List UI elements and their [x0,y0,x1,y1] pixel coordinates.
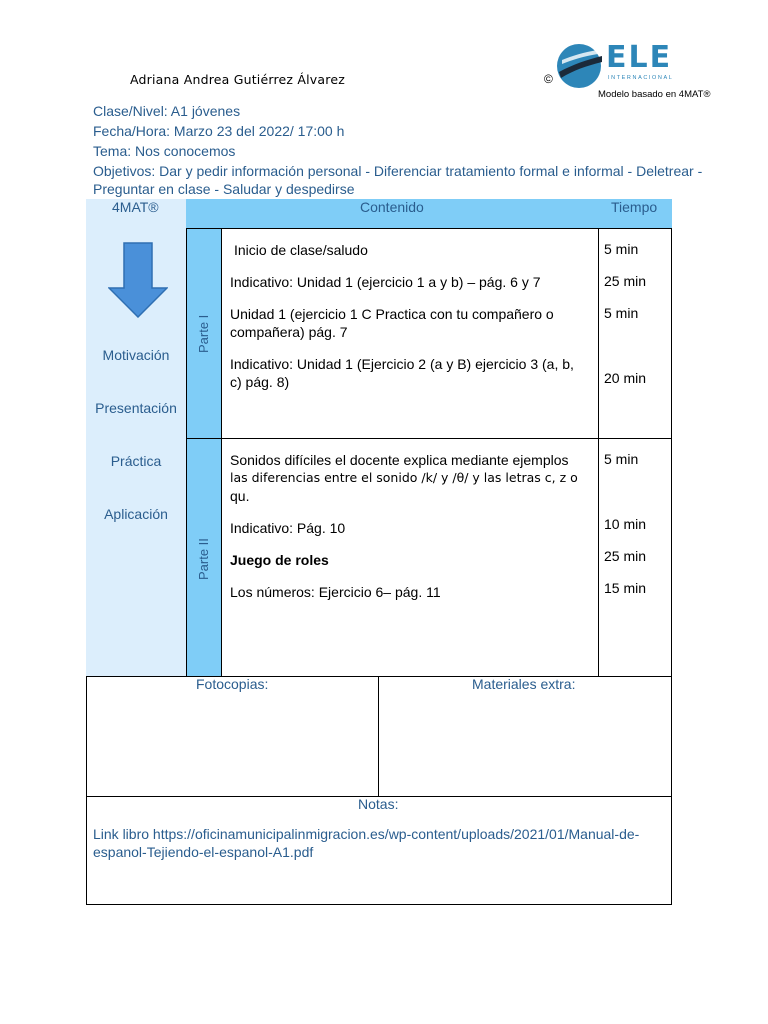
p1-time-4: 20 min [604,370,647,386]
down-arrow-icon [108,242,168,318]
book-link-line-1[interactable]: Link libro https://oficinamunicipalinmigracion.es/wp-content/uploads/2021/01/Manual-de- [93,826,640,842]
p1-row-2: Indicativo: Unidad 1 (ejercicio 1 a y b) – pág. 6 y 7 [230,274,541,290]
part-1-label: Parte I [196,314,211,353]
p2-row-1a: Sonidos difíciles el docente explica mediante ejemplos [230,452,569,468]
part-2-label: Parte II [196,538,211,580]
header-contenido: Contenido [360,199,424,215]
objectives-line-2: Preguntar en clase - Saludar y despedirse [93,181,355,197]
p2-row-2: Indicativo: Pág. 10 [230,520,346,536]
objectives-line-1: Objetivos: Dar y pedir información personal - Diferenciar tratamiento formal e informal - Deletrear - [93,163,703,179]
header-4mat: 4MAT® [112,199,159,215]
book-link-line-2[interactable]: espanol-Tejiendo-el-espanol-A1.pdf [93,844,314,860]
materiales-label: Materiales extra: [472,676,576,692]
author-name: Adriana Andrea Gutiérrez Álvarez [130,72,345,87]
fotocopias-box [86,676,379,797]
logo-subtext: INTERNACIONAL [608,75,674,81]
p1-time-1: 5 min [604,241,639,257]
p1-row-3a: Unidad 1 (ejercicio 1 C Practica con tu compañero o [230,306,554,322]
p2-row-1b: las diferencias entre el sonido /k/ y /θ/ y las letras c, z o [230,470,578,485]
part-2-strip [186,438,222,677]
part-1-strip [186,228,222,439]
step-motivacion: Motivación [102,347,170,363]
p1-row-4b: c) pág. 8) [230,374,290,390]
copyright-symbol: © [544,72,553,86]
materiales-box [378,676,672,797]
p2-row-4: Los números: Ejercicio 6– pág. 11 [230,584,441,600]
logo-word: ELE [606,40,673,75]
p1-time-3: 5 min [604,305,639,321]
p1-row-1: Inicio de clase/saludo [234,242,368,258]
topic: Tema: Nos conocemos [93,143,236,159]
date-time: Fecha/Hora: Marzo 23 del 2022/ 17:00 h [93,123,345,139]
p2-row-3: Juego de roles [230,552,329,568]
p2-time-2: 10 min [604,516,647,532]
p1-row-3b: compañera) pág. 7 [230,324,348,340]
p2-time-1: 5 min [604,451,639,467]
p1-row-4a: Indicativo: Unidad 1 (Ejercicio 2 (a y B) ejercicio 3 (a, b, [230,356,574,372]
notas-label: Notas: [358,796,399,812]
class-level: Clase/Nivel: A1 jóvenes [93,103,241,119]
header-tiempo: Tiempo [611,199,658,215]
step-practica: Práctica [110,453,162,469]
p1-time-2: 25 min [604,273,647,289]
p2-time-3: 25 min [604,548,647,564]
p2-time-4: 15 min [604,580,647,596]
step-presentacion: Presentación [95,400,177,416]
table-header-band [186,199,672,228]
fotocopias-label: Fotocopias: [196,676,269,692]
p2-row-1c: qu. [230,488,250,504]
step-aplicacion: Aplicación [104,506,168,522]
model-note: Modelo basado en 4MAT® [598,89,711,100]
part-1-time [598,228,672,439]
